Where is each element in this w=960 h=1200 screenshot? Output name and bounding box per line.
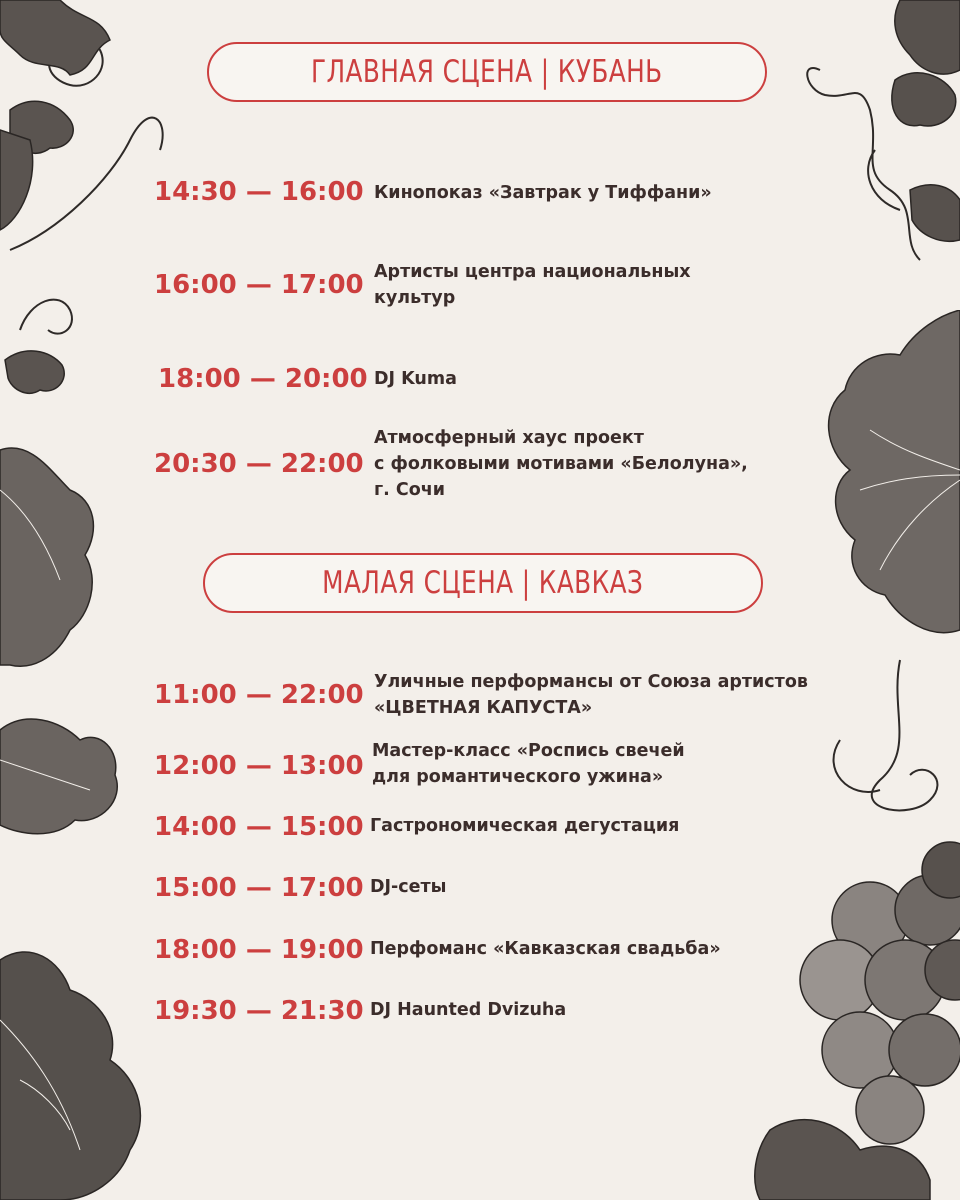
grape-leaf-decoration-mid-left: [0, 430, 150, 870]
event-time: 18:00 — 20:00: [158, 364, 368, 394]
event-time: 15:00 — 17:00: [154, 873, 364, 903]
stage-heading-main: [207, 42, 767, 102]
event-title: Гастрономическая дегустация: [370, 816, 680, 836]
event-time: 12:00 — 13:00: [154, 751, 364, 781]
grape-cluster-decoration-bottom-right: [740, 650, 960, 1200]
grape-leaf-decoration-mid-right: [790, 310, 960, 640]
event-time: 18:00 — 19:00: [154, 935, 364, 965]
grape-vine-tendril-decoration-top-right: [780, 0, 960, 320]
event-title: Кинопоказ «Завтрак у Тиффани»: [374, 183, 712, 203]
event-title: Перфоманс «Кавказская свадьба»: [370, 939, 721, 959]
event-title: Уличные перформансы от Союза артистов «ЦВЕТНАЯ КАПУСТА»: [374, 672, 808, 718]
grape-leaf-decoration-top-left: [0, 0, 200, 420]
stage-heading-small: [203, 553, 763, 613]
event-title: Атмосферный хаус проект с фолковыми мотивами «Белолуна», г. Сочи: [374, 428, 748, 500]
event-time: 14:30 — 16:00: [154, 177, 364, 207]
stage-title-main: ГЛАВНАЯ СЦЕНА | КУБАНЬ: [311, 54, 663, 90]
event-time: 11:00 — 22:00: [154, 680, 364, 710]
event-time: 16:00 — 17:00: [154, 270, 364, 300]
stage-title-small: МАЛАЯ СЦЕНА | КАВКАЗ: [322, 565, 644, 601]
event-title: DJ Haunted Dvizuha: [370, 1000, 567, 1020]
event-title: Мастер-класс «Роспись свечей для романтического ужина»: [372, 741, 685, 787]
event-time: 20:30 — 22:00: [154, 449, 364, 479]
event-time: 19:30 — 21:30: [154, 996, 364, 1026]
event-time: 14:00 — 15:00: [154, 812, 364, 842]
event-title: Артисты центра национальных культур: [374, 262, 691, 308]
grape-leaf-decoration-bottom-left: [0, 920, 170, 1200]
event-title: DJ Kuma: [374, 369, 457, 389]
event-title: DJ-сеты: [370, 877, 447, 897]
